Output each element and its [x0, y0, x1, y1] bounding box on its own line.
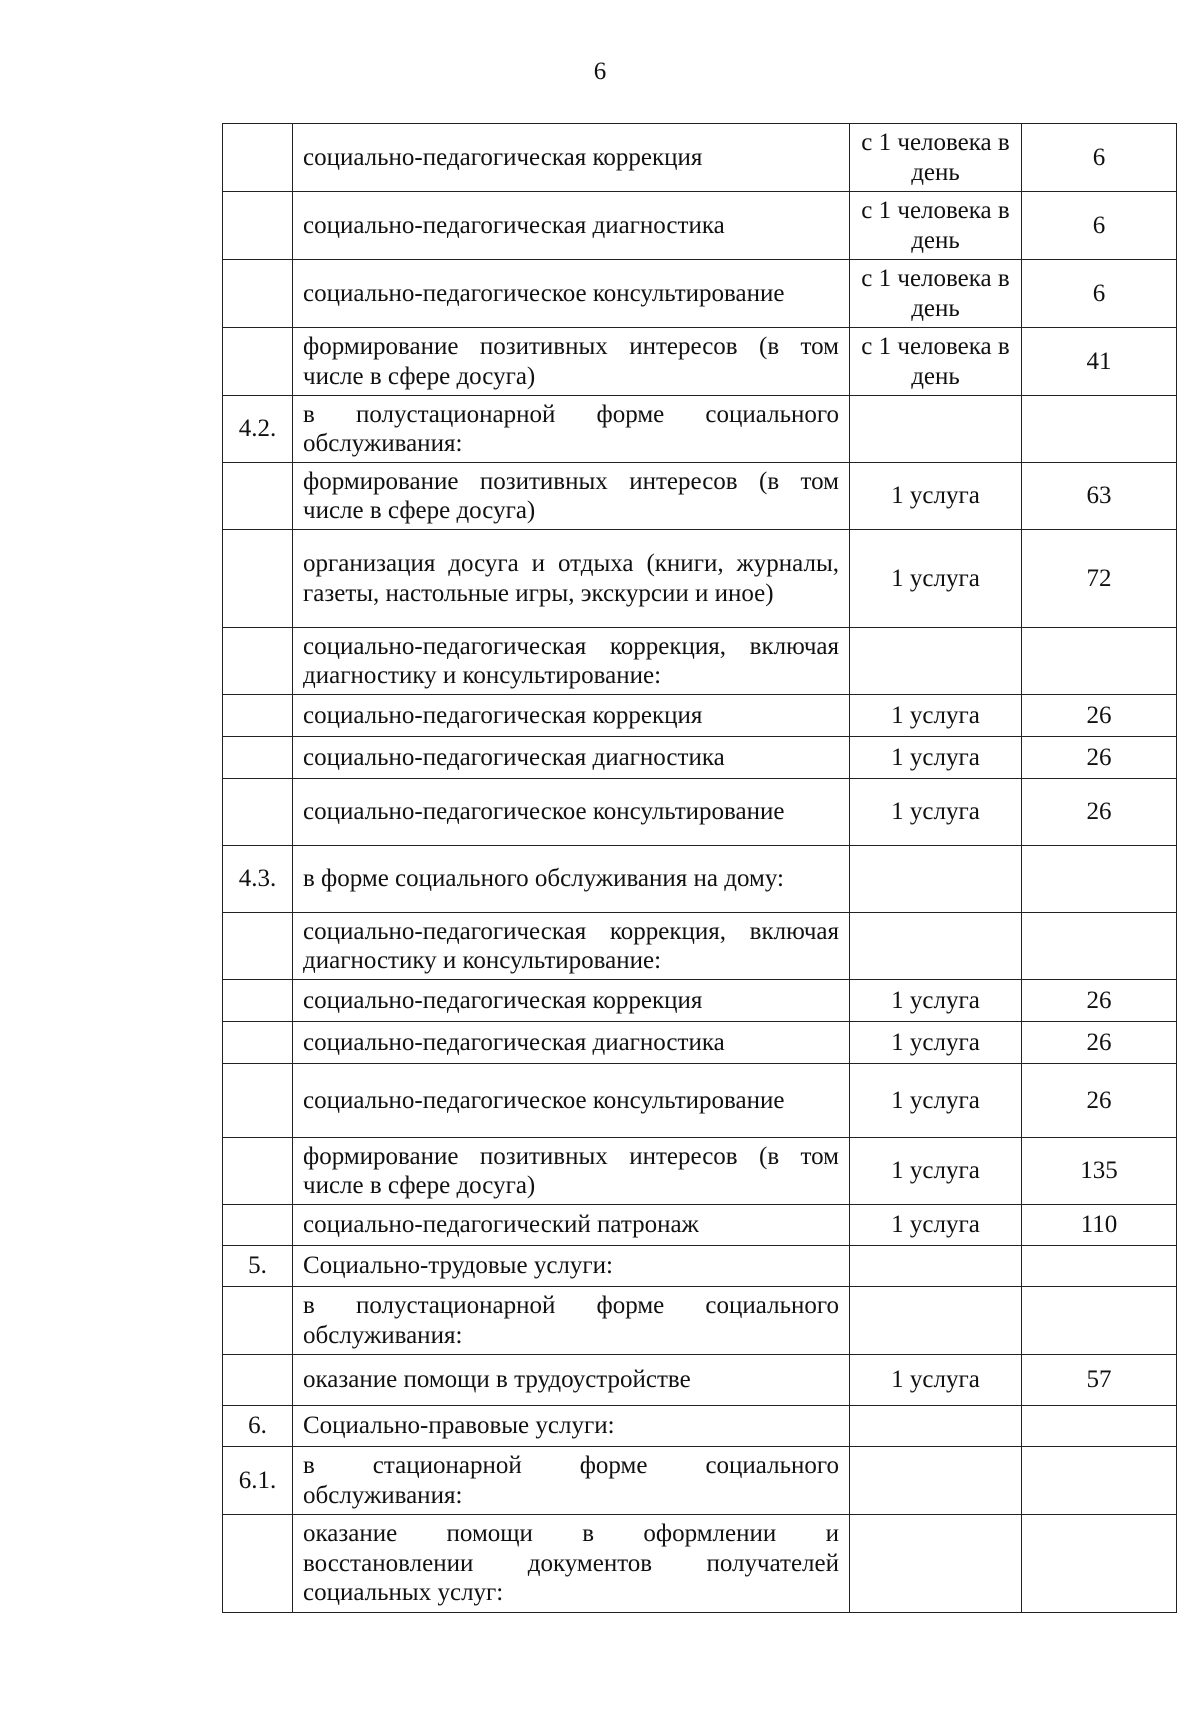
table-row	[223, 1205, 1177, 1246]
table-row	[223, 1246, 1177, 1287]
unit-cell: 1 услуга	[850, 1205, 1022, 1246]
row-number-cell	[223, 260, 293, 328]
table-row	[223, 737, 1177, 779]
unit-cell	[850, 846, 1022, 913]
value-cell: 63	[1022, 463, 1177, 530]
table-row	[223, 779, 1177, 846]
page-number: 6	[593, 58, 607, 85]
unit-cell: с 1 человека в день	[850, 192, 1022, 260]
service-name-cell: в форме социального обслуживания на дому:	[293, 846, 850, 913]
row-number-cell: 4.2.	[223, 396, 293, 463]
table-row	[223, 192, 1177, 260]
unit-cell: с 1 человека в день	[850, 260, 1022, 328]
unit-cell: 1 услуга	[850, 1355, 1022, 1406]
row-number-cell	[223, 695, 293, 737]
value-cell: 26	[1022, 695, 1177, 737]
table-row	[223, 463, 1177, 530]
value-cell: 41	[1022, 328, 1177, 396]
table-row	[223, 913, 1177, 980]
table-row	[223, 1515, 1177, 1613]
service-name-cell: социально-педагогическая диагностика	[293, 192, 850, 260]
value-cell: 57	[1022, 1355, 1177, 1406]
service-name-cell: оказание помощи в оформлении и восстановлении документов получателей социальных услуг:	[293, 1515, 850, 1613]
row-number-cell	[223, 1022, 293, 1064]
service-name-cell: социально-педагогическое консультирование	[293, 779, 850, 846]
row-number-cell	[223, 1138, 293, 1205]
service-name-cell: формирование позитивных интересов (в том числе в сфере досуга)	[293, 463, 850, 530]
value-cell: 6	[1022, 192, 1177, 260]
service-name-cell: в полустационарной форме социального обслуживания:	[293, 396, 850, 463]
row-number-cell: 6.1.	[223, 1447, 293, 1515]
unit-cell	[850, 1406, 1022, 1447]
unit-cell: 1 услуга	[850, 1064, 1022, 1138]
unit-cell: 1 услуга	[850, 463, 1022, 530]
row-number-cell	[223, 328, 293, 396]
unit-cell: 1 услуга	[850, 530, 1022, 628]
unit-cell: 1 услуга	[850, 779, 1022, 846]
row-number-cell	[223, 980, 293, 1022]
value-cell: 26	[1022, 737, 1177, 779]
value-cell	[1022, 1246, 1177, 1287]
unit-cell: 1 услуга	[850, 737, 1022, 779]
row-number-cell	[223, 628, 293, 695]
service-name-cell: социально-педагогическое консультирование	[293, 1064, 850, 1138]
row-number-cell	[223, 1205, 293, 1246]
row-number-cell	[223, 1515, 293, 1613]
table-row	[223, 1447, 1177, 1515]
table-row	[223, 396, 1177, 463]
value-cell	[1022, 846, 1177, 913]
unit-cell	[850, 396, 1022, 463]
service-name-cell: Социально-трудовые услуги:	[293, 1246, 850, 1287]
service-name-cell: социально-педагогическая коррекция, включая диагностику и консультирование:	[293, 913, 850, 980]
service-name-cell: организация досуга и отдыха (книги, журналы, газеты, настольные игры, экскурсии и иное)	[293, 530, 850, 628]
service-name-cell: в стационарной форме социального обслуживания:	[293, 1447, 850, 1515]
value-cell	[1022, 1447, 1177, 1515]
table-row	[223, 1138, 1177, 1205]
value-cell	[1022, 628, 1177, 695]
table-row	[223, 1022, 1177, 1064]
row-number-cell: 5.	[223, 1246, 293, 1287]
service-name-cell: формирование позитивных интересов (в том числе в сфере досуга)	[293, 328, 850, 396]
value-cell: 72	[1022, 530, 1177, 628]
unit-cell	[850, 913, 1022, 980]
unit-cell: с 1 человека в день	[850, 124, 1022, 192]
value-cell: 6	[1022, 124, 1177, 192]
unit-cell	[850, 1287, 1022, 1355]
services-table	[222, 123, 1177, 1613]
row-number-cell	[223, 124, 293, 192]
table-row	[223, 1064, 1177, 1138]
service-name-cell: формирование позитивных интересов (в том числе в сфере досуга)	[293, 1138, 850, 1205]
value-cell	[1022, 1287, 1177, 1355]
table-row	[223, 846, 1177, 913]
table-row	[223, 628, 1177, 695]
table-row	[223, 1287, 1177, 1355]
service-name-cell: социально-педагогическая диагностика	[293, 1022, 850, 1064]
table-row	[223, 260, 1177, 328]
value-cell	[1022, 1515, 1177, 1613]
unit-cell: 1 услуга	[850, 695, 1022, 737]
service-name-cell: социально-педагогический патронаж	[293, 1205, 850, 1246]
unit-cell	[850, 1515, 1022, 1613]
value-cell: 26	[1022, 1022, 1177, 1064]
value-cell	[1022, 913, 1177, 980]
row-number-cell	[223, 1355, 293, 1406]
row-number-cell	[223, 779, 293, 846]
unit-cell: 1 услуга	[850, 980, 1022, 1022]
table-row	[223, 980, 1177, 1022]
service-name-cell: социально-педагогическая коррекция	[293, 980, 850, 1022]
table-row	[223, 124, 1177, 192]
service-name-cell: социально-педагогическая диагностика	[293, 737, 850, 779]
value-cell: 26	[1022, 1064, 1177, 1138]
value-cell: 110	[1022, 1205, 1177, 1246]
row-number-cell	[223, 737, 293, 779]
row-number-cell	[223, 463, 293, 530]
row-number-cell	[223, 530, 293, 628]
unit-cell	[850, 628, 1022, 695]
row-number-cell: 6.	[223, 1406, 293, 1447]
value-cell	[1022, 396, 1177, 463]
value-cell	[1022, 1406, 1177, 1447]
table-row	[223, 1355, 1177, 1406]
unit-cell	[850, 1447, 1022, 1515]
row-number-cell	[223, 913, 293, 980]
row-number-cell	[223, 1064, 293, 1138]
table-row	[223, 530, 1177, 628]
unit-cell: 1 услуга	[850, 1022, 1022, 1064]
service-name-cell: Социально-правовые услуги:	[293, 1406, 850, 1447]
table-row	[223, 695, 1177, 737]
service-name-cell: оказание помощи в трудоустройстве	[293, 1355, 850, 1406]
value-cell: 6	[1022, 260, 1177, 328]
unit-cell: с 1 человека в день	[850, 328, 1022, 396]
services-table-body	[223, 124, 1177, 1613]
row-number-cell	[223, 192, 293, 260]
value-cell: 26	[1022, 779, 1177, 846]
service-name-cell: социально-педагогическая коррекция	[293, 695, 850, 737]
service-name-cell: социально-педагогическое консультирование	[293, 260, 850, 328]
table-row	[223, 1406, 1177, 1447]
value-cell: 26	[1022, 980, 1177, 1022]
service-name-cell: социально-педагогическая коррекция, включая диагностику и консультирование:	[293, 628, 850, 695]
row-number-cell: 4.3.	[223, 846, 293, 913]
unit-cell: 1 услуга	[850, 1138, 1022, 1205]
service-name-cell: в полустационарной форме социального обслуживания:	[293, 1287, 850, 1355]
row-number-cell	[223, 1287, 293, 1355]
service-name-cell: социально-педагогическая коррекция	[293, 124, 850, 192]
unit-cell	[850, 1246, 1022, 1287]
table-row	[223, 328, 1177, 396]
value-cell: 135	[1022, 1138, 1177, 1205]
